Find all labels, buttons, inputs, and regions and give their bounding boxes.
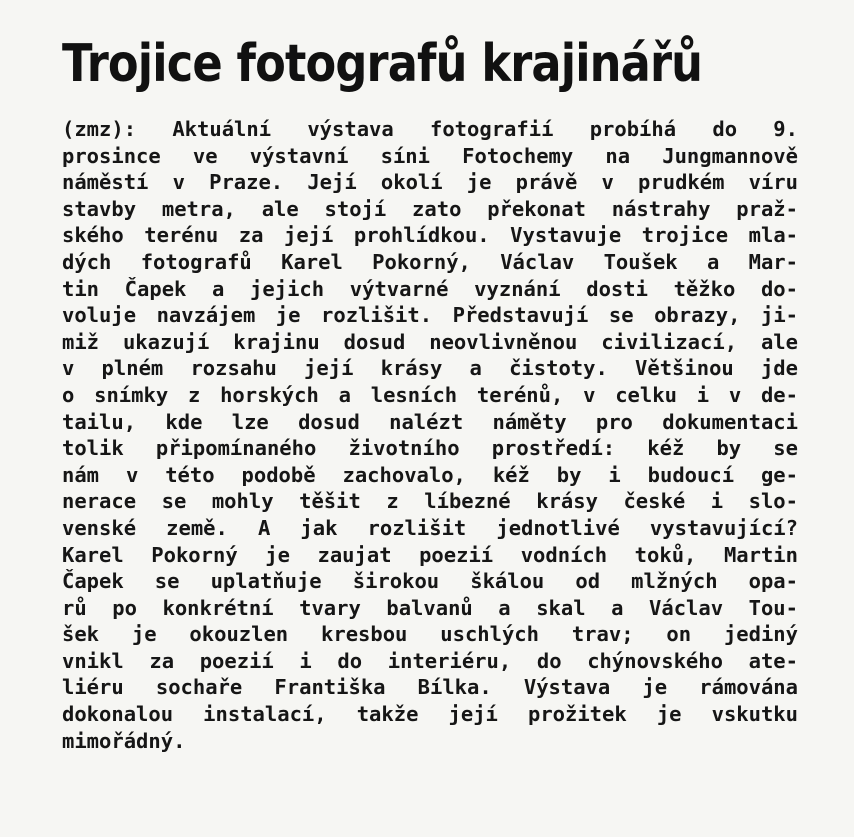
- article-line: voluje navzájem je rozlišit. Představují se obrazy, ji-: [62, 303, 798, 328]
- article-line: tailu, kde lze dosud nalézt náměty pro dokumentaci: [62, 409, 798, 434]
- article-line: rů po konkrétní tvary balvanů a skal a Václav Tou-: [62, 595, 798, 620]
- article-line: tolik připomínaného životního prostředí: kéž by se: [62, 436, 798, 461]
- article-line: tin Čapek a jejich výtvarné vyznání dosti těžko do-: [62, 276, 798, 301]
- article-headline: Trojice fotografů krajinářů: [62, 34, 703, 94]
- article-line: nám v této podobě zachovalo, kéž by i budoucí ge-: [62, 462, 798, 487]
- article-line: Karel Pokorný je zaujat poezií vodních toků, Martin: [62, 542, 798, 567]
- article-line: mimořádný.: [62, 728, 186, 753]
- article-line: stavby metra, ale stojí zato překonat nástrahy praž-: [62, 196, 798, 221]
- article-line: ského terénu za její prohlídkou. Vystavuje trojice mla-: [62, 223, 798, 248]
- article-line: v plném rozsahu její krásy a čistoty. Většinou jde: [62, 356, 798, 381]
- article-line: (zmz): Aktuální výstava fotografií probíhá do 9.: [62, 117, 798, 141]
- article-line: dokonalou instalací, takže její prožitek je vskutku: [62, 702, 798, 727]
- article-line: miž ukazují krajinu dosud neovlivněnou civilizací, ale: [62, 329, 798, 354]
- article-line: dých fotografů Karel Pokorný, Václav Toušek a Mar-: [62, 249, 798, 274]
- article-body: [62, 116, 798, 754]
- article-line: vnikl za poezií i do interiéru, do chýnovského ate-: [62, 648, 798, 673]
- article-line: náměstí v Praze. Její okolí je právě v prudkém víru: [62, 170, 798, 195]
- article-line: Čapek se uplatňuje širokou škálou od mlžných opa-: [62, 569, 798, 594]
- article-line: o snímky z horských a lesních terénů, v celku i v de-: [62, 382, 798, 407]
- article-line: šek je okouzlen kresbou uschlých trav; on jediný: [62, 622, 798, 647]
- article-line: prosince ve výstavní síni Fotochemy na Jungmannově: [62, 143, 798, 168]
- article-line: venské země. A jak rozlišit jednotlivé vystavující?: [62, 515, 798, 540]
- article-line: liéru sochaře Františka Bílka. Výstava je rámována: [62, 675, 798, 700]
- article-line: nerace se mohly těšit z líbezné krásy české i slo-: [62, 489, 798, 514]
